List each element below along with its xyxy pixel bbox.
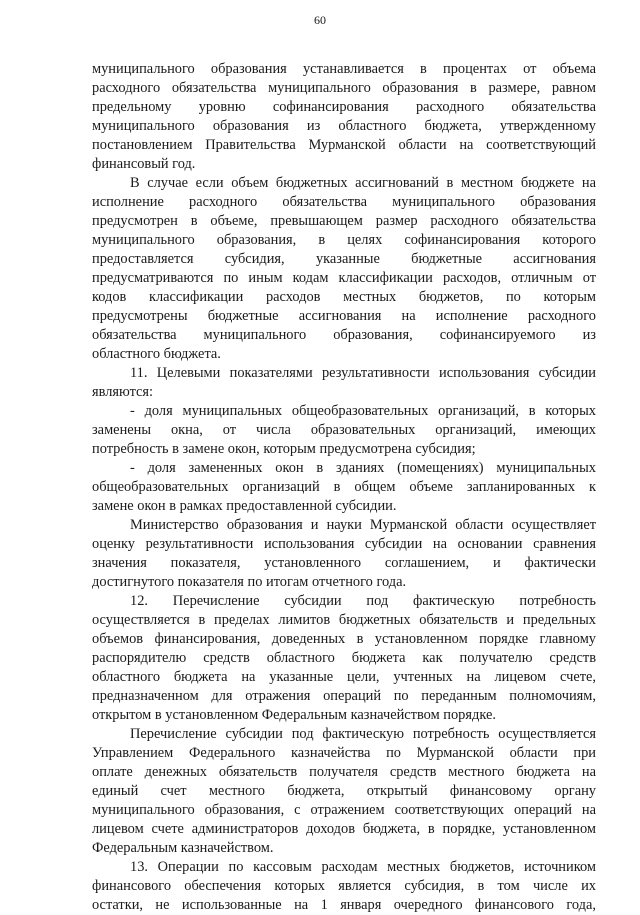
text-line: муниципального образования, в целях софинансирования которого (92, 232, 596, 248)
text-line: - доля замененных окон в зданиях (помещениях) муниципальных (130, 460, 596, 476)
text-line: лицевом счете администраторов доходов бюджета, в порядке, установленном (92, 821, 596, 837)
text-line: муниципального образования устанавливается в процентах от объема (92, 61, 596, 77)
text-line: являются: (92, 384, 154, 400)
text-line: 13. Операции по кассовым расходам местных бюджетов, источником (130, 859, 596, 875)
text-line: В случае если объем бюджетных ассигнований в местном бюджете на (130, 175, 596, 191)
text-line: предусматриваются по иным кодам классификации расходов, отличным от (92, 270, 596, 286)
text-line: объемов финансирования, доведенных в установленном порядке главному (92, 631, 596, 647)
document-body (92, 60, 596, 915)
text-line: оплате денежных обязательств получателя средств местного бюджета на (92, 764, 596, 780)
text-line: 11. Целевыми показателями результативности использования субсидии (130, 365, 596, 381)
text-line: единый счет местного бюджета, открытый финансовому органу (92, 783, 596, 799)
text-line: постановлением Правительства Мурманской области на соответствующий (92, 137, 596, 153)
text-line: кодов классификации расходов местных бюджетов, по которым (92, 289, 596, 305)
text-line: Министерство образования и науки Мурманской области осуществляет (130, 517, 596, 533)
text-line: открытом в установленном Федеральным казначейством порядке. (92, 707, 496, 723)
text-line: предусмотрены бюджетные ассигнования на исполнение расходного (92, 308, 596, 324)
text-line: осуществляется в пределах лимитов бюджетных обязательств и предельных (92, 612, 596, 628)
text-line: областного бюджета на указанные цели, учтенных на лицевом счете, (92, 669, 596, 685)
text-line: муниципального образования, с отражением соответствующих операций на (92, 802, 596, 818)
text-line: остатки, не использованные на 1 января очередного финансового года, (92, 897, 596, 913)
text-line: замене окон в рамках предоставленной субсидии. (92, 498, 397, 514)
page-number: 60 (314, 13, 326, 27)
text-line: потребность в замене окон, которым предусмотрена субсидия; (92, 441, 476, 457)
text-line: Перечисление субсидии под фактическую потребность осуществляется (130, 726, 596, 742)
text-line: предусмотрен в объеме, превышающем размер расходного обязательства (92, 213, 596, 229)
text-line: предназначенном для отражения операций по переданным полномочиям, (92, 688, 596, 704)
text-line: оценку результативности использования субсидии на основании сравнения (92, 536, 596, 552)
text-line: исполнение расходного обязательства муниципального образования (92, 194, 596, 210)
text-line: Управлением Федерального казначейства по Мурманской области при (92, 745, 596, 761)
text-line: предоставляется субсидия, указанные бюджетные ассигнования (92, 251, 596, 267)
text-line: распорядителю средств областного бюджета как получателю средств (92, 650, 596, 666)
text-line: муниципального образования из областного бюджета, утвержденному (92, 118, 596, 134)
text-line: финансового обеспечения которых является субсидия, в том числе их (92, 878, 596, 894)
text-line: - доля муниципальных общеобразовательных организаций, в которых (130, 403, 596, 419)
text-line: общеобразовательных организаций в общем объеме запланированных к (92, 479, 596, 495)
text-line: значения показателя, установленного соглашением, и фактически (92, 555, 596, 571)
text-line: 12. Перечисление субсидии под фактическую потребность (130, 593, 596, 609)
text-line: достигнутого показателя по итогам отчетного года. (92, 574, 407, 590)
text-line: заменены окна, от числа образовательных организаций, имеющих (92, 422, 596, 438)
text-line: предельному уровню софинансирования расходного обязательства (92, 99, 596, 115)
text-line: финансовый год. (92, 156, 196, 172)
text-line: областного бюджета. (92, 346, 221, 362)
text-line: расходного обязательства муниципального образования в размере, равном (92, 80, 596, 96)
text-line: обязательства муниципального образования, софинансируемого из (92, 327, 596, 343)
text-line: Федеральным казначейством. (92, 840, 274, 856)
